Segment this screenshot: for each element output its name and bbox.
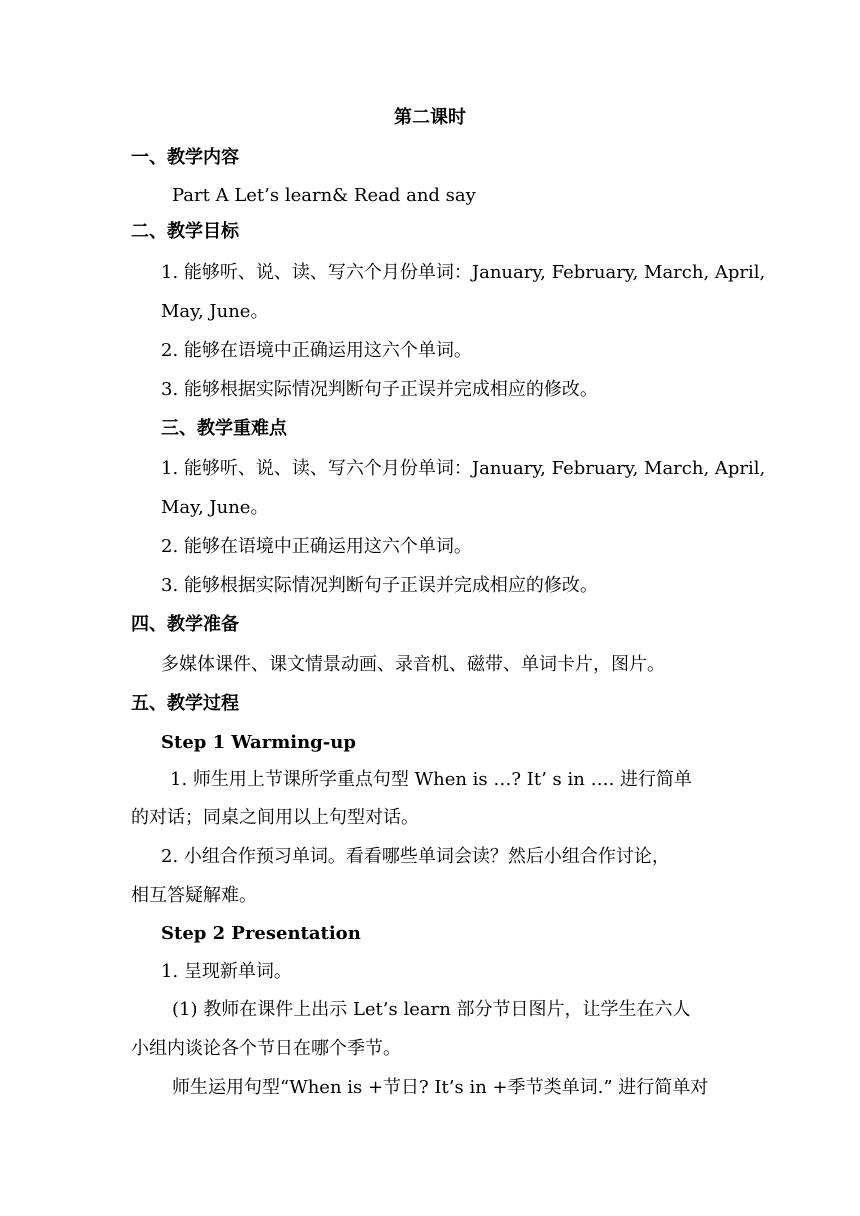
objective-1-line-1: 1. 能够听、说、读、写六个月份单词：January, February, March, April, (161, 262, 766, 283)
step-2-title: Step 2 Presentation (161, 923, 361, 944)
step-2-item-1: 1. 呈现新单词。 (161, 961, 292, 982)
objective-3: 3. 能够根据实际情况判断句子正误并完成相应的修改。 (161, 379, 598, 400)
step-1-title: Step 1 Warming-up (161, 732, 356, 753)
step-2-paragraph-line-1: 师生运用句型“When is +节日? It’s in +季节类单词.” 进行简单对 (172, 1077, 709, 1098)
heading-teaching-process: 五、教学过程 (131, 693, 239, 714)
key-point-3: 3. 能够根据实际情况判断句子正误并完成相应的修改。 (161, 575, 598, 596)
teaching-content-text: Part A Let’s learn& Read and say (172, 185, 476, 206)
heading-teaching-preparation: 四、教学准备 (131, 614, 239, 635)
step-2-sub-1-line-2: 小组内谈论各个节日在哪个季节。 (131, 1038, 401, 1059)
heading-teaching-objectives: 二、教学目标 (131, 221, 239, 242)
lesson-title: 第二课时 (394, 107, 466, 128)
objective-2: 2. 能够在语境中正确运用这六个单词。 (161, 340, 472, 361)
step-1-item-1-line-1: 1. 师生用上节课所学重点句型 When is …? It’ s in …. 进行简单 (170, 769, 693, 790)
step-1-item-2-line-2: 相互答疑解难。 (131, 885, 257, 906)
step-1-item-2-line-1: 2. 小组合作预习单词。看看哪些单词会读？然后小组合作讨论， (161, 846, 670, 867)
key-point-1-line-1: 1. 能够听、说、读、写六个月份单词：January, February, March, April, (161, 458, 766, 479)
key-point-2: 2. 能够在语境中正确运用这六个单词。 (161, 536, 472, 557)
heading-key-points: 三、教学重难点 (161, 418, 287, 439)
objective-1-line-2: May, June。 (161, 301, 269, 322)
heading-teaching-content: 一、教学内容 (131, 147, 239, 168)
key-point-1-line-2: May, June。 (161, 497, 269, 518)
teaching-preparation-text: 多媒体课件、课文情景动画、录音机、磁带、单词卡片，图片。 (161, 654, 665, 675)
step-2-sub-1-line-1: (1) 教师在课件上出示 Let’s learn 部分节日图片，让学生在六人 (172, 999, 691, 1020)
step-1-item-1-line-2: 的对话；同桌之间用以上句型对话。 (131, 807, 419, 828)
